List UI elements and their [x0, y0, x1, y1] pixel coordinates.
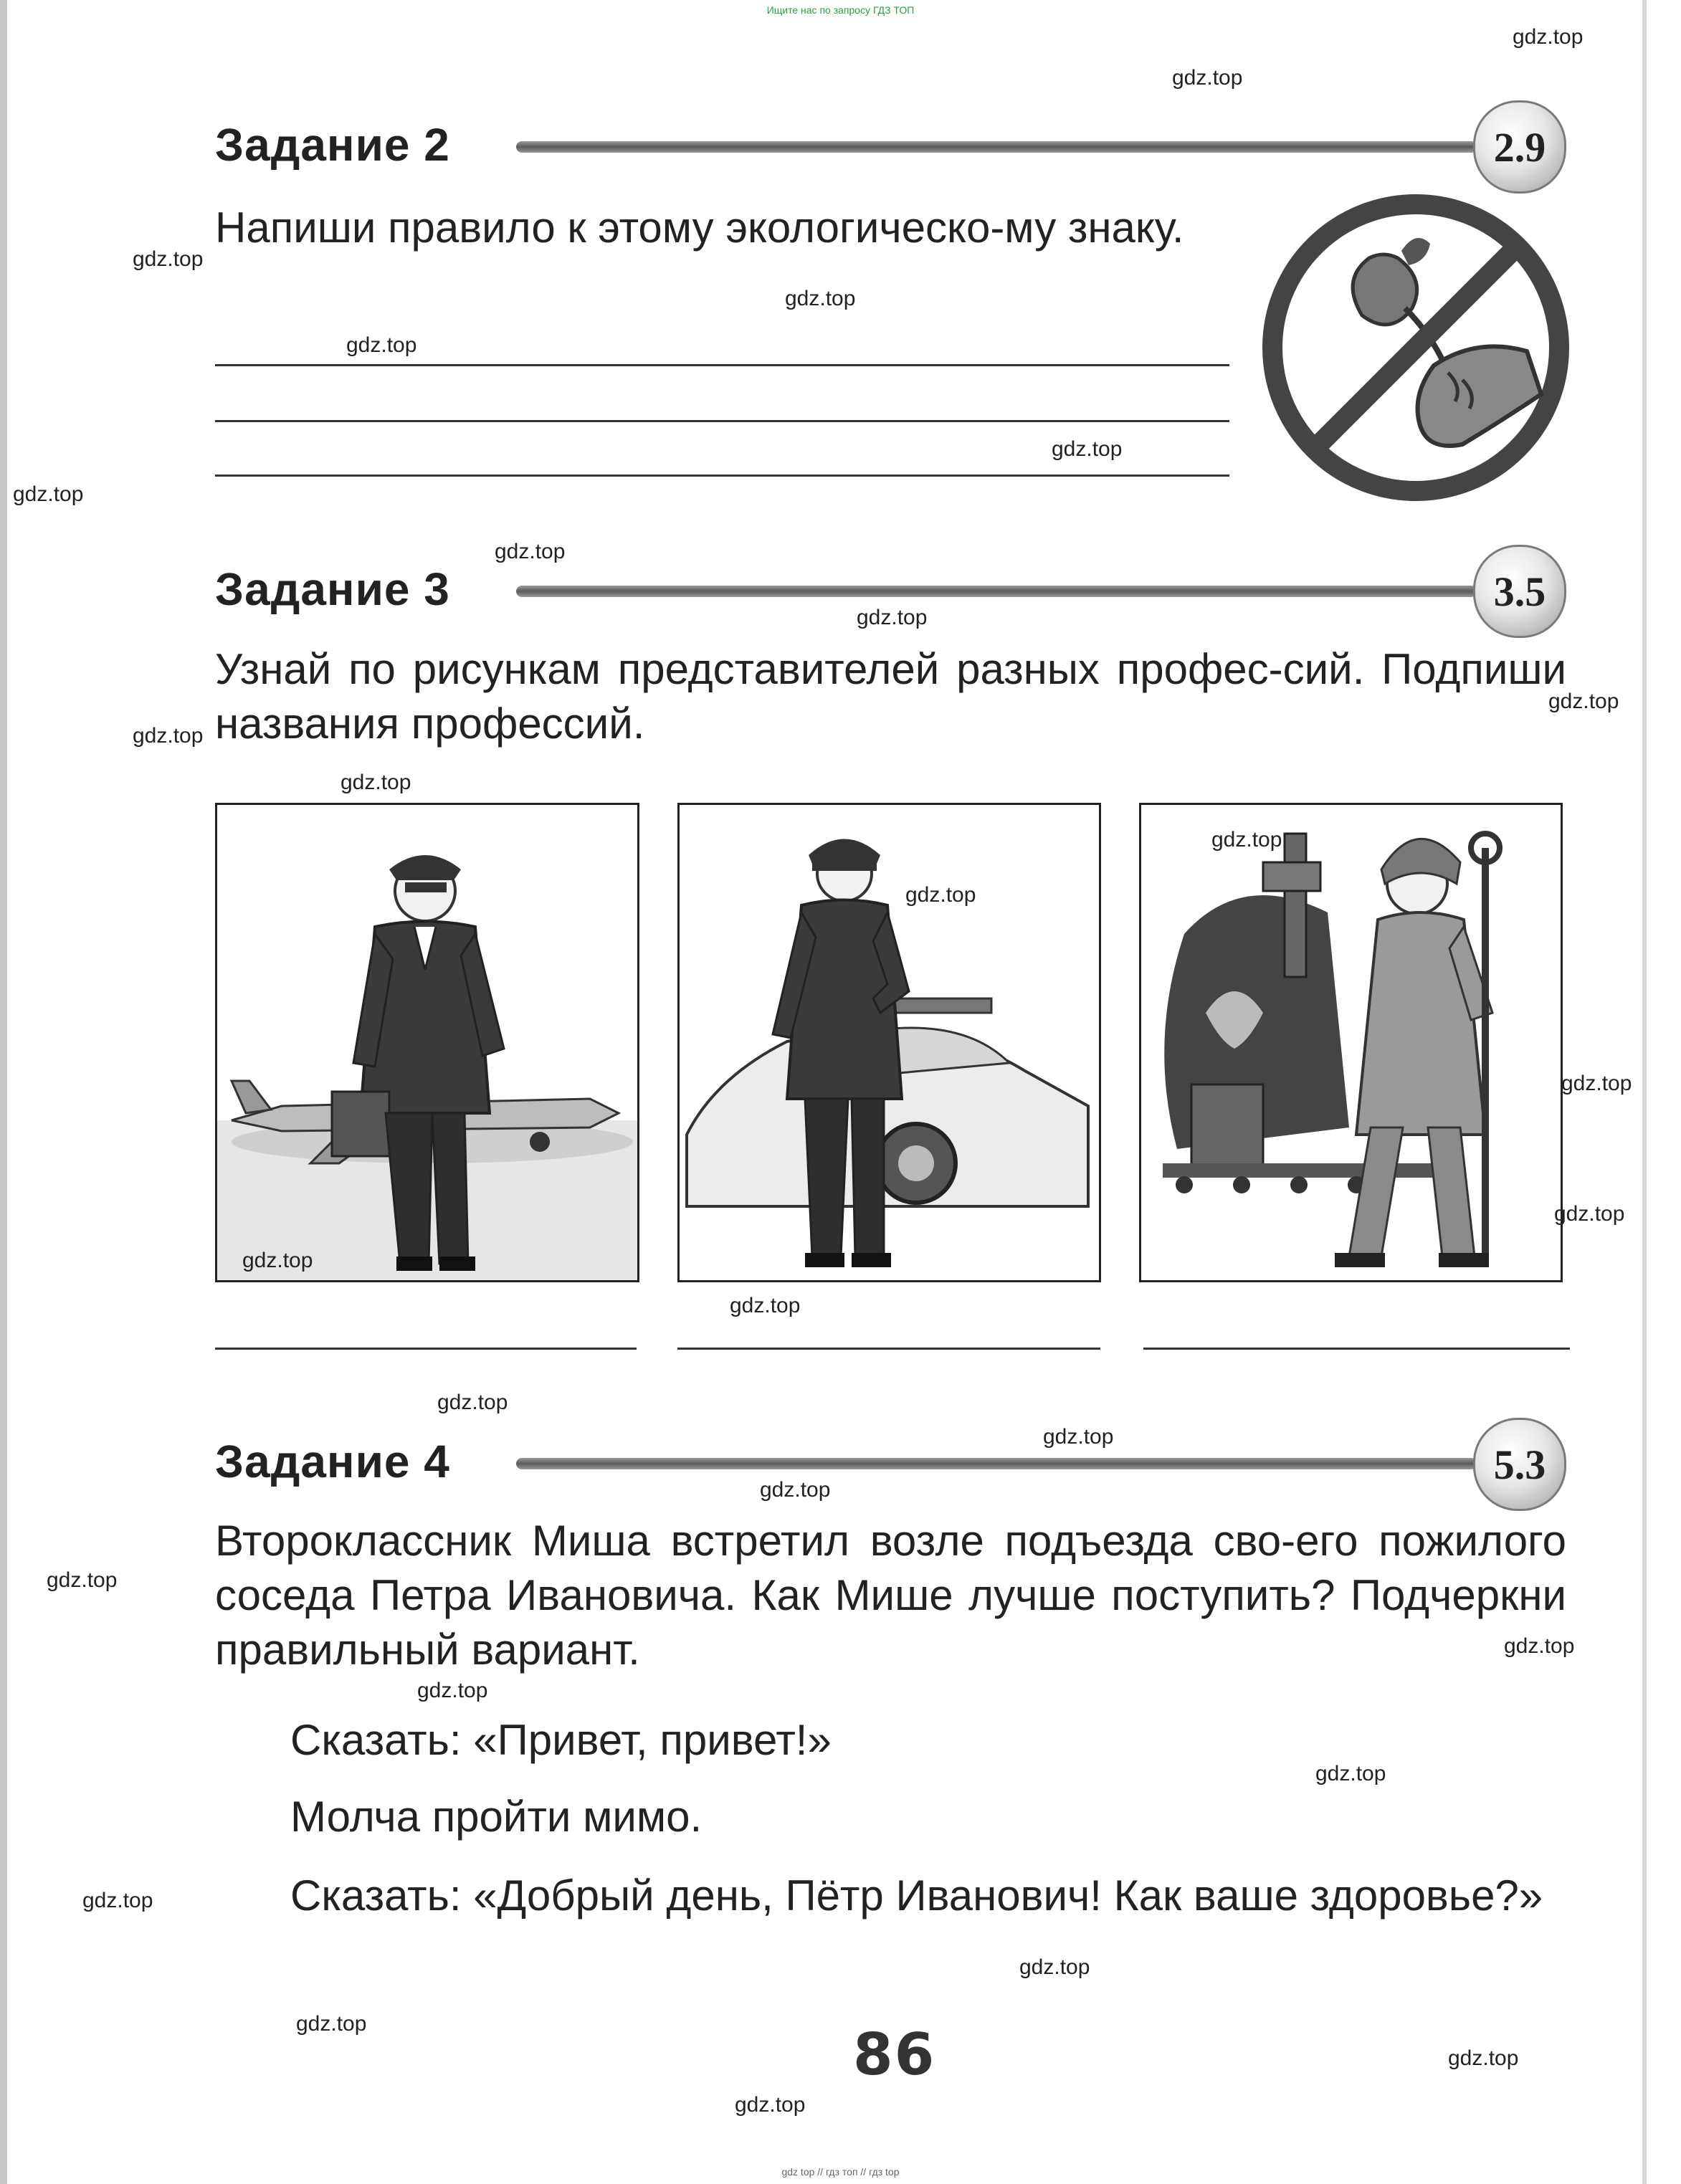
task2-answer-line-1[interactable] — [215, 364, 1229, 366]
watermark: gdz.top — [417, 1679, 488, 1702]
task4-text: Второклассник Миша встретил возле подъезда сво-его пожилого соседа Петра Ивановича. Как Мише лучше поступить? Подчеркни правильный вариант. — [215, 1517, 1566, 1674]
police-officer-illustration — [677, 803, 1101, 1282]
watermark: gdz.top — [1448, 2046, 1519, 2070]
watermark: gdz.top — [341, 771, 411, 794]
task3-title: Задание 3 — [215, 563, 450, 615]
watermark: gdz.top — [13, 482, 84, 506]
watermark: gdz.top — [785, 287, 856, 310]
watermark: gdz.top — [1043, 1425, 1114, 1449]
steelworker-illustration — [1139, 803, 1563, 1282]
watermark: gdz.top — [437, 1391, 508, 1414]
task2-answer-line-2[interactable] — [215, 420, 1229, 422]
watermark: gdz.top — [1052, 437, 1123, 461]
task3-answer-line-1[interactable] — [215, 1348, 637, 1350]
task3-badge: 3.5 — [1473, 545, 1566, 638]
task4-option-1[interactable]: Сказать: «Привет, привет!» — [290, 1716, 832, 1764]
task3-rule — [516, 586, 1477, 597]
task4-option-3-wrapper — [290, 1869, 1566, 1923]
watermark: gdz.top — [760, 1478, 831, 1502]
watermark: gdz.top — [1019, 1955, 1090, 1979]
page-number: 86 — [853, 2021, 936, 2088]
watermark: gdz.top — [495, 540, 566, 563]
task2-header — [215, 118, 1563, 183]
page-right-edge — [1642, 0, 1647, 2184]
watermark: gdz.top — [242, 1249, 313, 1272]
watermark: gdz.top — [47, 1568, 118, 1592]
task3-answer-line-2[interactable] — [677, 1348, 1100, 1350]
watermark: gdz.top — [82, 1889, 153, 1912]
watermark: gdz.top — [1315, 1762, 1386, 1785]
task4-rule — [516, 1458, 1477, 1469]
watermark: gdz.top — [1211, 828, 1282, 852]
watermark: gdz.top — [1172, 66, 1243, 90]
task4-header — [215, 1435, 1563, 1499]
task3-answer-line-3[interactable] — [1143, 1348, 1570, 1350]
task3-text: Узнай по рисункам представителей разных профес-сий. Подпиши названия профессий. — [215, 645, 1566, 748]
watermark: gdz.top — [133, 247, 204, 271]
watermark: gdz.top — [735, 2093, 806, 2117]
watermark: gdz.top — [133, 724, 204, 748]
top-search-hint[interactable]: Ищите нас по запросу ГДЗ ТОП — [766, 4, 915, 16]
page-left-edge — [0, 0, 7, 2184]
no-picking-flowers-icon — [1262, 194, 1570, 502]
watermark: gdz.top — [730, 1294, 801, 1317]
task4-option-2[interactable]: Молча пройти мимо. — [290, 1793, 703, 1841]
watermark: gdz.top — [857, 606, 928, 629]
watermark: gdz.top — [1561, 1072, 1632, 1095]
watermark: gdz.top — [1554, 1202, 1625, 1226]
watermark: gdz.top — [905, 883, 976, 907]
task2-text: Напиши правило к этому экологическо-му знаку. — [215, 204, 1184, 252]
watermark: gdz.top — [296, 2012, 367, 2036]
task4-badge: 5.3 — [1473, 1418, 1566, 1511]
task4-option-3[interactable]: Сказать: «Добрый день, Пётр Иванович! Как ваше здоровье?» — [290, 1871, 1543, 1920]
watermark: gdz.top — [346, 333, 417, 357]
task2-answer-line-3[interactable] — [215, 475, 1229, 477]
task2-title: Задание 2 — [215, 119, 450, 171]
bottom-search-hint[interactable]: gdz top // гдз топ // гдз top — [781, 2166, 900, 2178]
watermark: gdz.top — [1548, 690, 1619, 713]
pilot-illustration — [215, 803, 639, 1282]
task2-rule — [516, 141, 1477, 153]
watermark: gdz.top — [1504, 1634, 1575, 1658]
watermark: gdz.top — [1513, 25, 1584, 49]
task4-title: Задание 4 — [215, 1436, 450, 1487]
task2-badge: 2.9 — [1473, 100, 1566, 194]
